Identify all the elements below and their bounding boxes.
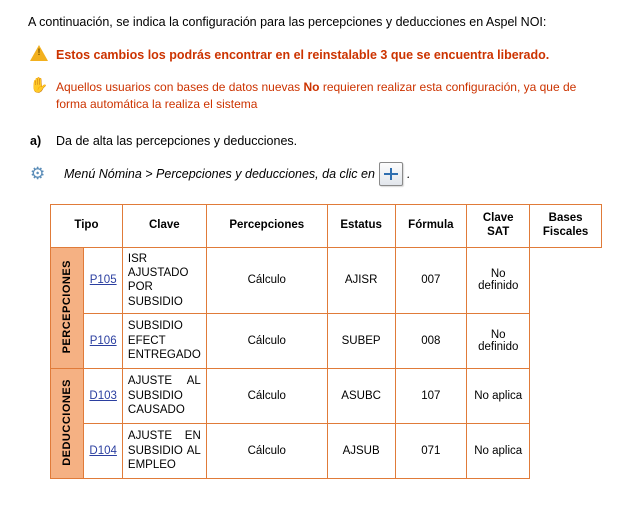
table-header-row [51, 204, 602, 247]
clave-link[interactable]: D104 [89, 445, 117, 458]
warning-note [28, 45, 602, 64]
header-percepciones: Percepciones [206, 204, 327, 247]
estatus-cell: Cálculo [206, 247, 327, 314]
table-row [51, 247, 602, 314]
clave-sat-cell: 071 [395, 424, 467, 479]
hand-note-before: Aquellos usuarios con bases de datos nuevas [56, 79, 304, 94]
bases-fiscales-cell: No definido [467, 314, 530, 369]
bases-fiscales-cell: No definido [467, 247, 530, 314]
header-tipo: Tipo [51, 204, 123, 247]
estatus-cell: Cálculo [206, 314, 327, 369]
formula-cell: ASUBC [327, 369, 395, 424]
step-text: Da de alta las percepciones y deducciones. [56, 133, 298, 148]
intro-paragraph: A continuación, se indica la configuración para las percepciones y deducciones en Aspel NOI: [28, 15, 547, 29]
estatus-cell: Cálculo [206, 369, 327, 424]
hand-note-text [56, 78, 602, 114]
clave-link[interactable]: P106 [89, 335, 117, 348]
clave-link[interactable]: P105 [89, 274, 117, 287]
add-plus-button-icon[interactable] [379, 162, 403, 186]
hand-icon: ✋ [29, 76, 49, 94]
header-formula: Fórmula [395, 204, 467, 247]
header-clave-sat: Clave SAT [467, 204, 530, 247]
hand-note [28, 78, 602, 114]
menu-path-text: Menú Nómina > Percepciones y deducciones, da clic en [64, 166, 375, 181]
bases-fiscales-cell: No aplica [467, 424, 530, 479]
menu-path-row [30, 162, 602, 186]
step-item [30, 134, 602, 148]
bases-fiscales-cell: No aplica [467, 369, 530, 424]
hand-note-after: requieren realizar esta configuración, ya que de forma automática la realiza el sistema [56, 79, 577, 112]
clave-cell[interactable] [84, 314, 123, 369]
estatus-cell: Cálculo [206, 424, 327, 479]
table-row [51, 424, 602, 479]
header-estatus: Estatus [327, 204, 395, 247]
header-clave: Clave [122, 204, 206, 247]
table-row [51, 314, 602, 369]
header-bases-fiscales: Bases Fiscales [530, 204, 602, 247]
clave-cell[interactable] [84, 369, 123, 424]
formula-cell: AJISR [327, 247, 395, 314]
clave-cell[interactable] [84, 424, 123, 479]
formula-cell: SUBEP [327, 314, 395, 369]
descripcion-cell: AJUSTE AL SUBSIDIO CAUSADO [122, 369, 206, 424]
formula-cell: AJSUB [327, 424, 395, 479]
group-label-percepciones: PERCEPCIONES [51, 247, 84, 369]
menu-path-suffix: . [406, 166, 411, 181]
table-row [51, 369, 602, 424]
clave-link[interactable]: D103 [89, 390, 117, 403]
clave-sat-cell: 007 [395, 247, 467, 314]
clave-cell[interactable] [84, 247, 123, 314]
warning-triangle-icon [28, 45, 50, 63]
hand-note-emphasis: No [303, 79, 320, 94]
warning-text: Estos cambios los podrás encontrar en el reinstalable 3 que se encuentra liberado. [56, 47, 550, 62]
descripcion-cell: ISR AJUSTADO POR SUBSIDIO [122, 247, 206, 314]
step-label: a) [30, 133, 42, 148]
gear-icon: ⚙ [30, 164, 46, 184]
percepciones-deducciones-table [50, 204, 602, 480]
clave-sat-cell: 107 [395, 369, 467, 424]
group-label-deducciones: DEDUCCIONES [51, 369, 84, 479]
descripcion-cell: SUBSIDIO EFECT ENTREGADO [122, 314, 206, 369]
clave-sat-cell: 008 [395, 314, 467, 369]
descripcion-cell: AJUSTE EN SUBSIDIO AL EMPLEO [122, 424, 206, 479]
menu-path [64, 162, 410, 186]
